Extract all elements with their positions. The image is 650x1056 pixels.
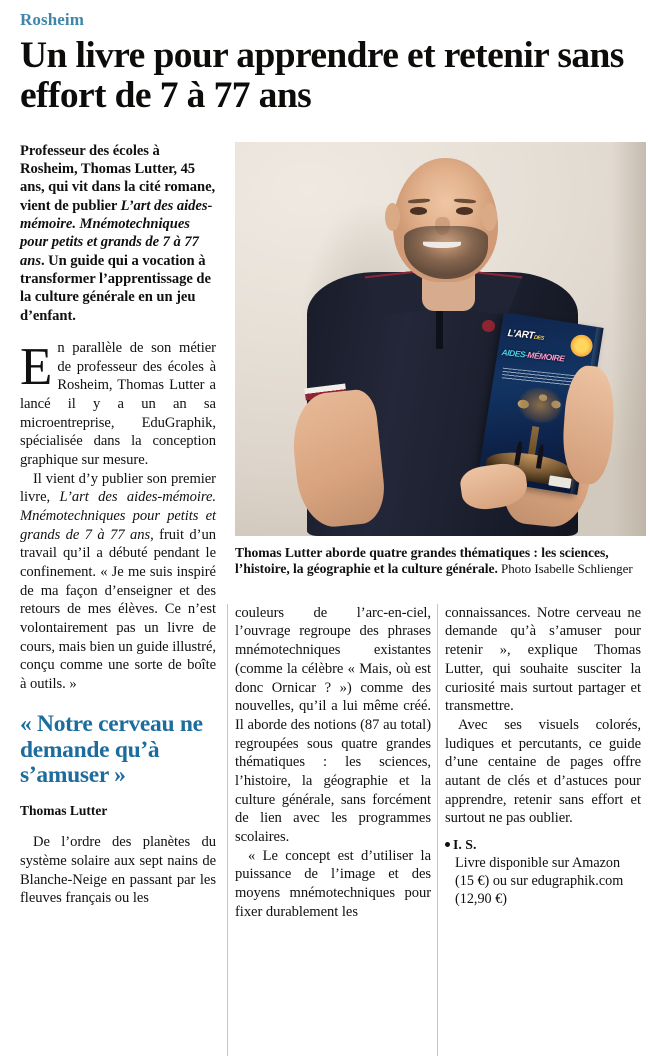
- book-title-lart: L’ART: [506, 328, 535, 343]
- paragraph-2-text-b: , fruit d’un travail qu’il a débuté pendant le confinement. « Je me suis inspiré de ma façon d’enseigner et des retours de mes élèves. Ce n’est volontairement pas un livre de cours, mais bien un guide illustré, conçu comme une sorte de boîte à outils. »: [20, 526, 216, 693]
- paragraph-1-text: n parallèle de son métier de professeur des écoles à Rosheim, Thomas Lutter a lancé il y a un an sa microentreprise, EduGraphik, spécialisée dans la conception graphique sur mesure.: [20, 339, 216, 468]
- author-initials: I. S.: [453, 836, 477, 852]
- article-standfirst: [20, 142, 216, 325]
- author-signature: [445, 837, 641, 853]
- standfirst-text-a: Professeur des écoles à Rosheim, Thomas Lutter, 45 ans, qui vit dans la cité romane, vient de publier: [20, 142, 216, 214]
- column2-paragraph-next: « Le concept est d’utiliser la puissance de l’image et des moyens mnémotechniques pour fixer durablement les: [235, 847, 431, 920]
- photo-block: [235, 142, 646, 578]
- paragraph-2: [20, 470, 216, 694]
- standfirst-book-title: L’art des aides-mémoire. Mnémotechniques pour petits et grands de 7 à 77 ans: [20, 197, 213, 269]
- photo-eye-left: [410, 207, 427, 214]
- column-one: [20, 142, 216, 908]
- standfirst-text-b: . Un guide qui a vocation à transformer l’apprentissage de la culture générale en un jeu d’enfant.: [20, 252, 211, 324]
- book-title-aides: AIDES-: [500, 346, 528, 360]
- drop-cap: E: [20, 337, 53, 396]
- photo-smile: [423, 241, 461, 248]
- bullet-icon: [445, 842, 450, 847]
- column-three: [445, 604, 641, 909]
- book-title-line-2: [501, 348, 565, 363]
- column2-paragraph-continued: couleurs de l’arc-en-ciel, l’ouvrage regroupe des phrases mnémotechniques existantes (comme la célèbre « Mais, où est donc Ornicar ? ») comme des nouvelles, qu’il a lui même créé. Il aborde des notions (87 au total) regroupées sous quatre grandes thématiques : les sciences, l’histoire, la géographie et la culture générale, sans forcément de lien avec les programmes scolaires.: [235, 604, 431, 845]
- book-title-des: DES: [533, 335, 545, 343]
- paragraph-1: [20, 339, 216, 470]
- book-title-memoire: MÉMOIRE: [526, 349, 565, 364]
- column-rule-2: [437, 604, 438, 1056]
- book-title-line-1: [507, 329, 544, 343]
- photo-caption-text: Thomas Lutter aborde quatre grandes thématiques : les sciences, l’histoire, la géographie et la culture générale.: [235, 544, 609, 577]
- paragraph-2-text-a: Il vient d’y publier son premier livre,: [20, 470, 216, 506]
- pull-quote: « Notre cerveau ne demande qu’à s’amuser »: [20, 710, 203, 789]
- photo-caption: [235, 545, 646, 578]
- column-rule-1: [227, 604, 228, 1056]
- column3-paragraph-next: Avec ses visuels colorés, ludiques et percutants, ce guide d’une centaine de pages offre autant de clés et d’astuces pour apprendre, retenir sans effort et surtout ne pas oublier.: [445, 716, 641, 827]
- article-photo: [235, 142, 646, 536]
- page-title: Un livre pour apprendre et retenir sans effort de 7 à 77 ans: [20, 34, 624, 117]
- book-sun-icon: [568, 333, 593, 358]
- book-price-badge: [548, 476, 571, 489]
- photo-credit: Photo Isabelle Schlienger: [497, 561, 633, 577]
- photo-eye-right: [456, 207, 473, 214]
- pull-quote-attribution: Thomas Lutter: [20, 803, 108, 819]
- book-availability-info: Livre disponible sur Amazon (15 €) ou sur edugraphik.com (12,90 €): [455, 854, 624, 907]
- paragraph-3: De l’ordre des planètes du système solaire aux sept nains de Blanche-Neige en passant par les fleuves français ou les: [20, 834, 216, 907]
- photo-wall-edge: [612, 142, 646, 536]
- column3-paragraph-continued: connaissances. Notre cerveau ne demande qu’à s’amuser pour retenir », explique Thomas Lutter, qui souhaite susciter la curiosité mais surtout partager et transmettre.: [445, 604, 641, 715]
- paragraph-2-book-title: L’art des aides-mémoire. Mnémotechniques pour petits et grands de 7 à 77 ans: [20, 489, 216, 543]
- photo-shirt-logo: [482, 320, 494, 332]
- article-kicker: Rosheim: [20, 10, 84, 29]
- column-two: [235, 604, 431, 921]
